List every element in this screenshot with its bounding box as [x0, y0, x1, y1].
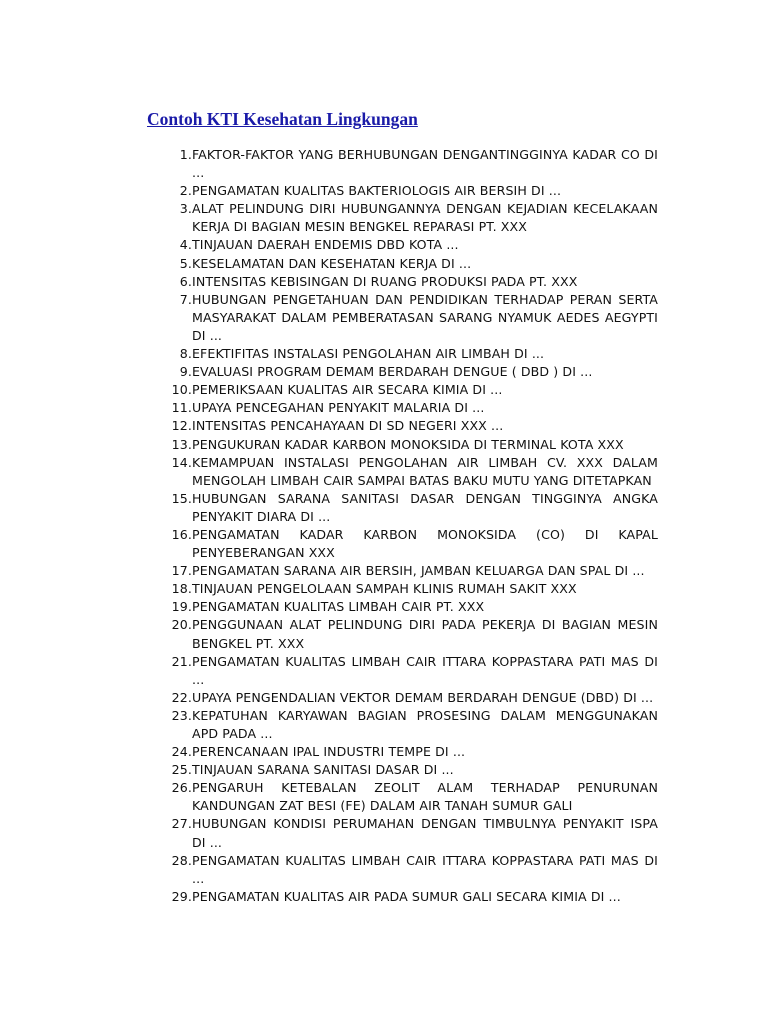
item-text: PENGAMATAN KUALITAS LIMBAH CAIR PT. XXX: [192, 599, 485, 615]
item-number: 29.: [171, 888, 192, 904]
item-number: 7.: [179, 291, 192, 307]
item-text: PEMERIKSAAN KUALITAS AIR SECARA KIMIA DI ...: [192, 382, 503, 398]
item-text: ALAT PELINDUNG DIRI HUBUNGANNYA DENGAN KEJADIAN KECELAKAAN KERJA DI BAGIAN MESIN BENGKEL REPARASI PT. XXX: [192, 201, 658, 235]
item-text: INTENSITAS PENCAHAYAAN DI SD NEGERI XXX ...: [192, 418, 504, 434]
item-number: 11.: [171, 400, 192, 416]
list-item: [160, 236, 658, 254]
item-text: PENGAMATAN KADAR KARBON MONOKSIDA (CO) DI KAPAL PENYEBERANGAN XXX: [192, 526, 658, 561]
item-text: PENGUKURAN KADAR KARBON MONOKSIDA DI TERMINAL KOTA XXX: [192, 436, 624, 452]
list-item: [160, 779, 658, 815]
list-item: [160, 653, 658, 689]
item-number: 15.: [171, 490, 192, 506]
item-number: 14.: [171, 454, 192, 470]
list-item: [160, 852, 658, 888]
item-number: 26.: [171, 780, 192, 796]
item-text: PENGAMATAN SARANA AIR BERSIH, JAMBAN KELUARGA DAN SPAL DI ...: [192, 563, 645, 579]
list-item: [160, 526, 658, 562]
item-text: UPAYA PENCEGAHAN PENYAKIT MALARIA DI ...: [192, 400, 485, 416]
item-text: PENGGUNAAN ALAT PELINDUNG DIRI PADA PEKERJA DI BAGIAN MESIN BENGKEL PT. XXX: [192, 617, 658, 651]
list-item: [160, 562, 658, 580]
list-item: [160, 888, 658, 906]
item-number: 22.: [171, 689, 192, 705]
item-text: TINJAUAN DAERAH ENDEMIS DBD KOTA ...: [192, 237, 459, 253]
item-number: 27.: [171, 816, 192, 832]
item-text: HUBUNGAN KONDISI PERUMAHAN DENGAN TIMBULNYA PENYAKIT ISPA DI ...: [192, 816, 658, 850]
list-item: [160, 815, 658, 851]
item-number: 23.: [171, 707, 192, 723]
list-item: [160, 436, 658, 454]
item-text: HUBUNGAN PENGETAHUAN DAN PENDIDIKAN TERHADAP PERAN SERTA MASYARAKAT DALAM PEMBERATASAN SARANG NYAMUK AEDES AEGYPTI DI ...: [192, 291, 658, 343]
item-text: PENGAMATAN KUALITAS LIMBAH CAIR ITTARA KOPPASTARA PATI MAS DI ...: [192, 653, 658, 687]
list-item: [160, 399, 658, 417]
item-text: PERENCANAAN IPAL INDUSTRI TEMPE DI ...: [192, 744, 466, 760]
list-item: [160, 707, 658, 743]
item-text: TINJAUAN PENGELOLAAN SAMPAH KLINIS RUMAH SAKIT XXX: [192, 581, 577, 597]
list-item: [160, 598, 658, 616]
item-text: KEPATUHAN KARYAWAN BAGIAN PROSESING DALAM MENGGUNAKAN APD PADA ...: [192, 707, 658, 741]
list-item: [160, 273, 658, 291]
item-text: KESELAMATAN DAN KESEHATAN KERJA DI ...: [192, 255, 472, 271]
list-item: [160, 417, 658, 435]
list-item: [160, 761, 658, 779]
item-number: 19.: [171, 599, 192, 615]
item-text: EFEKTIFITAS INSTALASI PENGOLAHAN AIR LIMBAH DI ...: [192, 346, 545, 362]
item-text: HUBUNGAN SARANA SANITASI DASAR DENGAN TINGGINYA ANGKA PENYAKIT DIARA DI ...: [192, 490, 658, 524]
list-item: [160, 381, 658, 399]
item-number: 18.: [171, 581, 192, 597]
item-number: 2.: [179, 183, 192, 199]
item-number: 16.: [171, 526, 192, 542]
item-text: PENGARUH KETEBALAN ZEOLIT ALAM TERHADAP PENURUNAN KANDUNGAN ZAT BESI (FE) DALAM AIR TANAH SUMUR GALI: [192, 780, 658, 814]
topic-list: [160, 146, 658, 906]
list-item: [160, 616, 658, 652]
item-text: TINJAUAN SARANA SANITASI DASAR DI ...: [192, 762, 454, 778]
item-number: 8.: [179, 346, 192, 362]
list-item: [160, 291, 658, 345]
list-item: [160, 689, 658, 707]
item-text: FAKTOR-FAKTOR YANG BERHUBUNGAN DENGANTINGGINYA KADAR CO DI ...: [192, 147, 658, 181]
item-number: 21.: [171, 653, 192, 669]
list-item: [160, 345, 658, 363]
item-text: UPAYA PENGENDALIAN VEKTOR DEMAM BERDARAH DENGUE (DBD) DI ...: [192, 689, 654, 705]
item-text: PENGAMATAN KUALITAS LIMBAH CAIR ITTARA KOPPASTARA PATI MAS DI ...: [192, 852, 658, 886]
item-text: EVALUASI PROGRAM DEMAM BERDARAH DENGUE ( DBD ) DI ...: [192, 364, 593, 380]
item-number: 28.: [171, 852, 192, 868]
item-number: 5.: [179, 255, 192, 271]
item-number: 12.: [171, 418, 192, 434]
item-number: 25.: [171, 762, 192, 778]
list-item: [160, 363, 658, 381]
list-item: [160, 255, 658, 273]
item-number: 6.: [179, 273, 192, 289]
item-text: PENGAMATAN KUALITAS AIR PADA SUMUR GALI SECARA KIMIA DI ...: [192, 888, 621, 904]
item-number: 24.: [171, 744, 192, 760]
page-title[interactable]: Contoh KTI Kesehatan Lingkungan: [147, 109, 418, 129]
item-number: 13.: [171, 436, 192, 452]
item-number: 4.: [179, 237, 192, 253]
list-item: [160, 580, 658, 598]
item-text: PENGAMATAN KUALITAS BAKTERIOLOGIS AIR BERSIH DI ...: [192, 183, 562, 199]
item-number: 20.: [171, 617, 192, 633]
list-item: [160, 743, 658, 761]
list-item: [160, 182, 658, 200]
item-number: 10.: [171, 382, 192, 398]
item-number: 3.: [179, 201, 192, 217]
list-item: [160, 454, 658, 490]
list-item: [160, 146, 658, 182]
item-text: INTENSITAS KEBISINGAN DI RUANG PRODUKSI PADA PT. XXX: [192, 273, 578, 289]
item-number: 17.: [171, 563, 192, 579]
item-text: KEMAMPUAN INSTALASI PENGOLAHAN AIR LIMBAH CV. XXX DALAM MENGOLAH LIMBAH CAIR SAMPAI BATAS BAKU MUTU YANG DITETAPKAN: [192, 454, 658, 488]
item-number: 9.: [179, 364, 192, 380]
item-number: 1.: [179, 147, 192, 162]
list-item: [160, 200, 658, 236]
list-item: [160, 490, 658, 526]
